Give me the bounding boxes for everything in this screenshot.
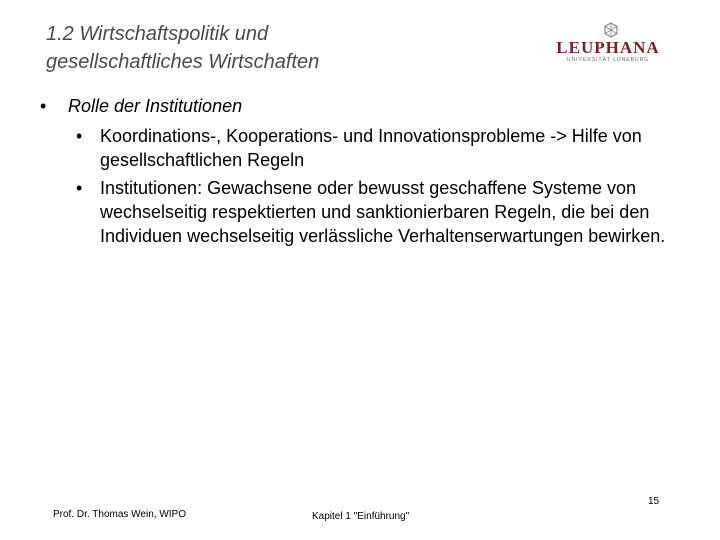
slide-title-line-1: 1.2 Wirtschaftspolitik und: [46, 23, 269, 45]
bullet-sub-text-1: Koordinations-, Kooperations- und Innovationsprobleme -> Hilfe von gesellschaftlichen Regeln: [100, 126, 642, 170]
bullet-main-text: Rolle der Institutionen: [68, 96, 243, 116]
bullet-level-2: [72, 124, 688, 172]
bullet-level-1: [28, 94, 688, 118]
leuphana-hexagon-icon: [603, 22, 619, 38]
bullet-sub-text-2: Institutionen: Gewachsene oder bewusst geschaffene Systeme von wechselseitig respektierten und sanktionierbaren Regeln, die bei den Individuen wechselseitig verlässliche Verhaltenserwartungen bewirken.: [100, 178, 666, 246]
bullet-dot: •: [76, 178, 83, 198]
bullet-dot: •: [76, 126, 83, 146]
footer-author: Prof. Dr. Thomas Wein, WIPO: [53, 509, 186, 520]
slide-content: [28, 94, 688, 248]
logo-wordmark: LEUPHANA: [556, 38, 660, 57]
slide-title: [46, 20, 466, 76]
logo-subtitle: UNIVERSITÄT LÜNEBURG: [566, 57, 650, 63]
footer-chapter: Kapitel 1 "Einführung": [312, 511, 410, 522]
slide-title-line-2: gesellschaftliches Wirtschaften: [46, 51, 320, 73]
bullet-dot: •: [40, 96, 47, 116]
page-number: 15: [648, 496, 660, 507]
bullet-level-2: [72, 176, 688, 248]
leuphana-logo: [548, 22, 668, 66]
